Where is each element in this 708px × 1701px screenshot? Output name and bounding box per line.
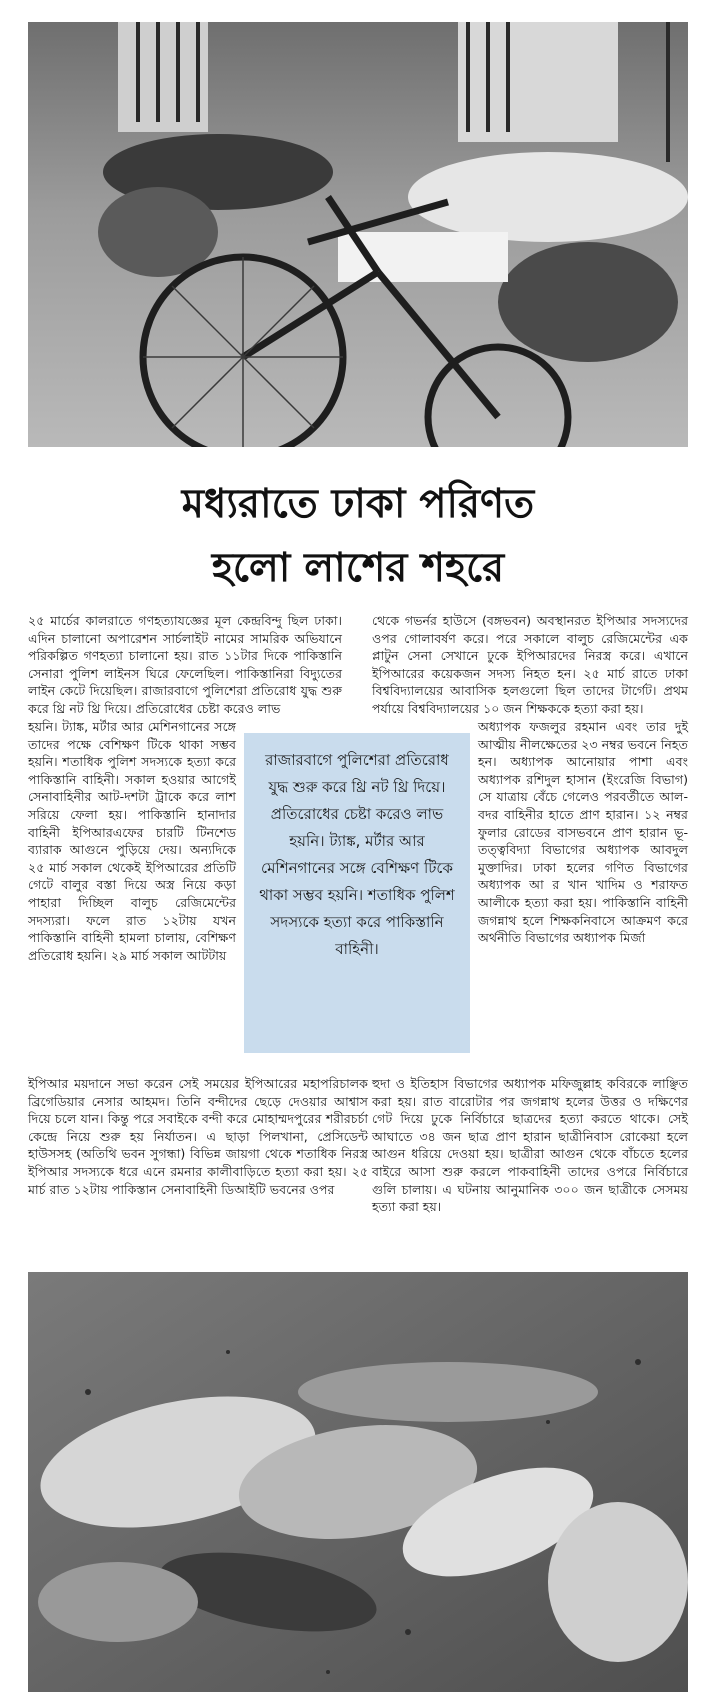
headline [28, 472, 688, 600]
body-paragraph: থেকে গভর্নর হাউসে (বঙ্গভবন) অবস্থানরত ইপিআর সদস্যদের ওপর গোলাবর্ষণ করে। পরে সকালে বালুচ রেজিমেন্টের এক প্লাটুন সেনা সেখানে ঢুকে ইপিআরদের নিরস্ত্র করে। এখানে ইপিআরের কয়েকজন সদস্য নিহত হন। ২৫ মার্চ রাতে ঢাকা বিশ্ববিদ্যালয়ের আবাসিক হলগুলো ছিল তাদের টার্গেট। প্রথম পর্যায়ে বিশ্ববিদ্যালয়ের ১০ জন শিক্ষককে হত্যা করা হয়। [372, 613, 688, 716]
body-column-left-narrow [28, 718, 236, 964]
body-paragraph: ইপিআর ময়দানে সভা করেন সেই সময়ের ইপিআরের মহাপরিচালক ব্রিগেডিয়ার নেসার আহমদ। তিনি বন্দীদের ছেড়ে দেওয়ার আশ্বাস দিয়ে চলে যান। কিন্তু পরে সবাইকে বন্দী করে মোহাম্মদপুরের শরীরচর্চা কেন্দ্রে নিয়ে শুরু হয় নির্যাতন। এ ছাড়া পিলখানা, প্রেসিডেন্ট হাউসসহ (অতিথি ভবন সুগন্ধা) বিভিন্ন জায়গা থেকে শতাধিক নিরস্ত্র ইপিআর সদস্যকে ধরে এনে রমনার কালীবাড়িতে হত্যা করা হয়। ২৫ মার্চ রাত ১২টায় পাকিস্তান সেনাবাহিনী ডিআইটি ভবনের ওপর [28, 1076, 368, 1197]
body-paragraph: হুদা ও ইতিহাস বিভাগের অধ্যাপক মফিজুল্লাহ কবিরকে লাঞ্ছিত করা হয়। রাত বারোটার পর জগন্নাথ হলের উত্তর ও দক্ষিণের গেট দিয়ে ঢুকে নির্বিচারে ছাত্রদের হত্যা করতে থাকে। সেই আঘাতে ৩৪ জন ছাত্র প্রাণ হারান ছাত্রীনিবাস রোকেয়া হলে আগুন ধরিয়ে দেওয়া হয়। ছাত্রীরা আগুন থেকে বাঁচতে হলের বাইরে আসা শুরু করলে পাকবাহিনী তাদের ওপরে নির্বিচারে গুলি চালায়। এ ঘটনায় আনুমানিক ৩০০ জন ছাত্রীকে সেসময় হত্যা করা হয়। [372, 1076, 688, 1215]
bottom-photograph [28, 1272, 688, 1692]
body-column-left-bottom [28, 1075, 368, 1198]
body-paragraph: ২৫ মার্চের কালরাতে গণহত্যাযজ্ঞের মূল কেন্দ্রবিন্দু ছিল ঢাকা। এদিন চালানো অপারেশন সার্চলাইট নামের সামরিক অভিযানে পরিকল্পিত গণহত্যা চালানো হয়। রাত ১১টার দিকে পাকিস্তানি সেনারা পুলিশ লাইনস ঘিরে ফেলেছিল। পাকিস্তানিরা বিদ্যুতের লাইন কেটে দিয়েছিল। রাজারবাগে পুলিশেরা প্রতিরোধ যুদ্ধ শুরু করে থ্রি নট থ্রি দিয়ে। প্রতিরোধের চেষ্টা করেও লাভ [28, 613, 342, 716]
body-column-left-top [28, 612, 342, 718]
body-column-right-bottom [372, 1075, 688, 1216]
body-paragraph: অধ্যাপক ফজলুর রহমান এবং তার দুই আত্মীয় নীলক্ষেতের ২৩ নম্বর ভবনে নিহত হন। অধ্যাপক আনোয়ার পাশা এবং অধ্যাপক রশিদুল হাসান (ইংরেজি বিভাগ) সে যাত্রায় বেঁচে গেলেও পরবর্তীতে আল-বদর বাহিনীর হাতে প্রাণ হারান। ১২ নম্বর ফুলার রোডের বাসভবনে প্রাণ হারান ভূ-তত্ত্ববিদ্যা বিভাগের অধ্যাপক আবদুল মুক্তাদির। ঢাকা হলের গণিত বিভাগের অধ্যাপক আ র খান খাদিম ও শরাফত আলীকে হত্যা করা হয়। পাকিস্তানি বাহিনী জগন্নাথ হলে শিক্ষকনিবাসে আক্রমণ করে অর্থনীতি বিভাগের অধ্যাপক মির্জা [478, 719, 688, 946]
headline-line-1: মধ্যরাতে ঢাকা পরিণত [181, 480, 535, 527]
body-paragraph: হয়নি। ট্যাঙ্ক, মর্টার আর মেশিনগানের সঙ্গে তাদের পক্ষে বেশিক্ষণ টিকে থাকা সম্ভব হয়নি। শতাধিক পুলিশ সদস্যকে হত্যা করে পাকিস্তানি বাহিনী। সকাল হওয়ার আগেই সেনাবাহিনীর আট-দশটা ট্রাকে করে লাশ সরিয়ে ফেলা হয়। পাকিস্তানি হানাদার বাহিনী ইপিআরএফের চারটি টিনশেড ব্যারাক আগুনে পুড়িয়ে দেয়। অন্যদিকে ২৫ মার্চ সকাল থেকেই ইপিআরের প্রতিটি গেটে বালুর বস্তা দিয়ে অস্ত্র নিয়ে কড়া পাহারা দিচ্ছিল বালুচ রেজিমেন্টের সদস্যরা। ফলে রাত ১২টায় যখন পাকিস্তানি বাহিনী হামলা চালায়, বেশিক্ষণ প্রতিরোধ হয়নি। ২৯ মার্চ সকাল আটটায় [28, 719, 236, 963]
bodies-on-ground-photo [28, 1272, 688, 1692]
top-photograph [28, 22, 688, 447]
body-column-right-narrow [478, 718, 688, 947]
pull-quote-text: রাজারবাগে পুলিশেরা প্রতিরোধ যুদ্ধ শুরু করে থ্রি নট থ্রি দিয়ে। প্রতিরোধের চেষ্টা করেও লাভ হয়নি। ট্যাঙ্ক, মর্টার আর মেশিনগানের সঙ্গে বেশিক্ষণ টিকে থাকা সম্ভব হয়নি। শতাধিক পুলিশ সদস্যকে হত্যা করে পাকিস্তানি বাহিনী। [259, 751, 455, 958]
pull-quote-box [244, 733, 470, 1053]
headline-line-2: হলো লাশের শহরে [211, 544, 505, 591]
body-column-right-top [372, 612, 688, 718]
rickshaw-bodies-photo [28, 22, 688, 447]
